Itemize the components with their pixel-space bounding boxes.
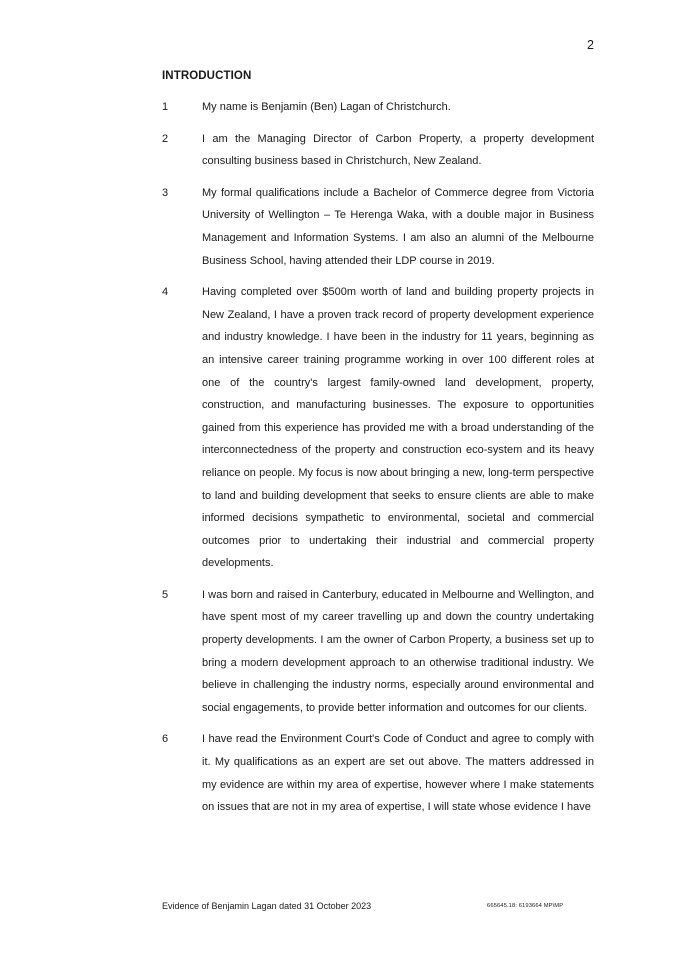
paragraph-number: 2 bbox=[162, 132, 169, 145]
paragraph-text: My formal qualifications include a Bachelor of Commerce degree from Victoria University of Wellington – Te Herenga Waka, with a double major in Business Management and Information Systems. I am also an alumni of the Melbourne Business School, having attended their LDP course in 2019. bbox=[202, 186, 594, 267]
paragraph-number: 1 bbox=[162, 101, 169, 113]
paragraph-text: My name is Benjamin (Ben) Lagan of Christchurch. bbox=[202, 101, 451, 113]
footer-document-title: Evidence of Benjamin Lagan dated 31 October 2023 bbox=[162, 901, 372, 911]
paragraph-number: 3 bbox=[162, 186, 169, 199]
footer-reference: 665645.18: 6193664 MP\MP bbox=[487, 903, 564, 909]
paragraph-number: 5 bbox=[162, 588, 169, 601]
paragraph bbox=[162, 584, 594, 720]
paragraph bbox=[162, 728, 594, 818]
paragraph bbox=[162, 281, 594, 575]
paragraph bbox=[162, 182, 594, 272]
paragraph-number: 4 bbox=[162, 286, 169, 299]
paragraph-list bbox=[162, 96, 594, 828]
paragraph-text: Having completed over $500m worth of land and building property projects in New Zealand, I have a proven track record of property development experience and industry knowledge. I have been in the industry for 11 years, beginning as an intensive career training programme working in over 100 different roles at one of the country's largest family-owned land development, property, construction, and manufacturing businesses. The exposure to opportunities gained from this experience has provided me with a broad understanding of the interconnectedness of the property and construction eco-system and its heavy reliance on people. My focus is now about bringing a new, long-term perspective to land and building development that seeks to ensure clients are able to make informed decisions sympathetic to environmental, societal and commercial outcomes prior to undertaking their industrial and commercial property developments. bbox=[202, 286, 594, 570]
paragraph-text: I was born and raised in Canterbury, educated in Melbourne and Wellington, and have spent most of my career travelling up and down the country undertaking property developments. I am the owner of Carbon Property, a business set up to bring a modern development approach to an otherwise traditional industry. We believe in challenging the industry norms, especially around environmental and social engagements, to provide better information and outcomes for our clients. bbox=[202, 588, 594, 714]
paragraph bbox=[162, 96, 594, 119]
paragraph-number: 6 bbox=[162, 733, 169, 746]
paragraph bbox=[162, 128, 594, 173]
paragraph-text: I am the Managing Director of Carbon Property, a property development consulting business based in Christchurch, New Zealand. bbox=[202, 132, 594, 168]
section-heading: INTRODUCTION bbox=[162, 70, 252, 82]
page-number: 2 bbox=[587, 38, 594, 52]
paragraph-text: I have read the Environment Court's Code of Conduct and agree to comply with it. My qualifications as an expert are set out above. The matters addressed in my evidence are within my area of expertise, however where I make statements on issues that are not in my area of expertise, I will state whose evidence I have bbox=[202, 733, 594, 814]
